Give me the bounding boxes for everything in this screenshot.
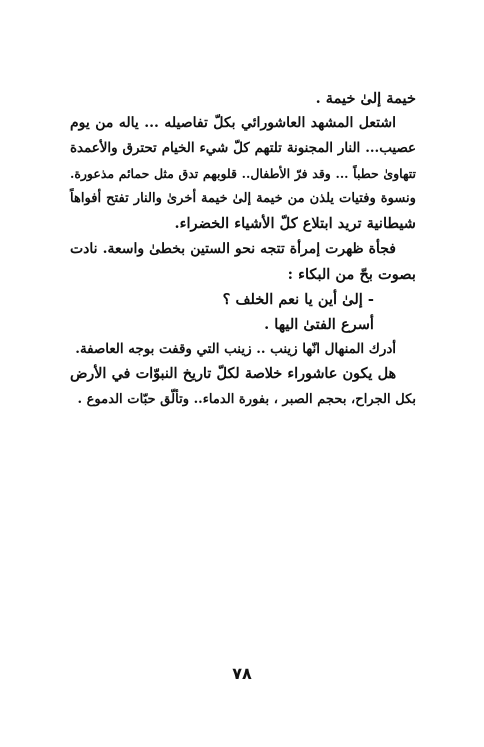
text-line: هل يكون عاشوراء خلاصة لكلّ تاريخ النبوّات في الأرض — [70, 366, 396, 383]
text-line: شيطانية تريد ابتلاع كلّ الأشياء الخضراء. — [174, 215, 416, 233]
text-line: بصوت بحّ من البكاء : — [287, 265, 416, 283]
dialogue-line: - إلىٰ أين يا نعم الخلف ؟ — [222, 290, 374, 308]
text-line: تتهاوىٰ حطباً ... وقد فرّ الأطفال.. قلوبهم تدق مثل حمائم مذعورة. — [70, 166, 416, 182]
text-line: اشتعل المشهد العاشورائي بكلّ تفاصيله ... ياله من يوم — [70, 115, 396, 132]
text-line: ونسوة وفتيات يلذن من خيمة إلىٰ خيمة أخرىٰ والنار تفتح أفواهاً — [70, 191, 416, 207]
text-line: بكل الجراح، بحجم الصبر ، بفورة الدماء.. وتألّق حبّات الدموع . — [77, 392, 416, 408]
text-line: فجأة ظهرت إمرأة تتجه نحو الستين بخطىٰ واسعة. نادت — [70, 240, 396, 257]
body-text — [70, 86, 416, 412]
text-line: أدرك المنهال انّها زينب .. زينب التي وقفت بوجه العاصفة. — [75, 340, 396, 357]
text-line: عصيب... النار المجنونة تلتهم كلّ شيء الخيام تحترق والأعمدة — [70, 140, 416, 157]
page-number: ٧٨ — [232, 664, 252, 683]
text-line: أسرع الفتىٰ اليها . — [264, 315, 374, 333]
text-line: خيمة إلىٰ خيمة . — [315, 90, 416, 107]
